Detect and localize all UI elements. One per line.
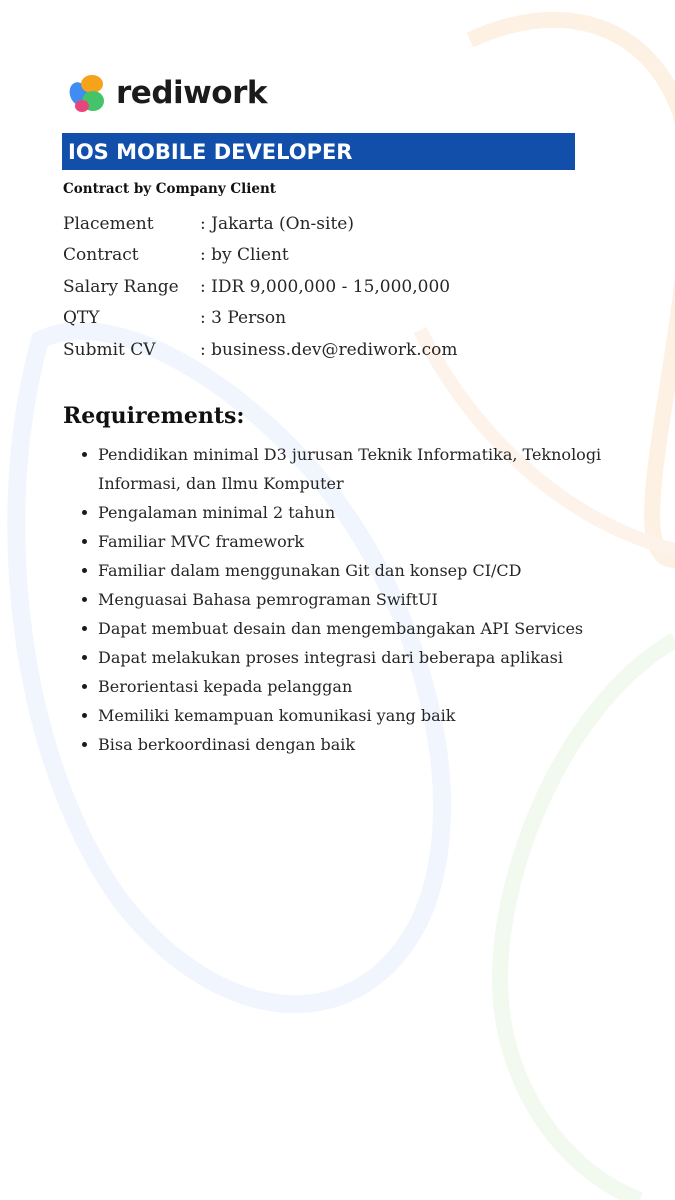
requirement-item: Dapat melakukan proses integrasi dari beberapa aplikasi [98,643,638,672]
detail-row-salary-range [63,271,458,303]
job-subtitle: Contract by Company Client [63,181,277,197]
detail-label: QTY [63,308,100,329]
requirement-item: Familiar dalam menggunakan Git dan konsep CI/CD [98,556,638,585]
job-title: IOS MOBILE DEVELOPER [68,139,353,164]
requirements-list [98,440,638,759]
detail-row-placement [63,208,458,240]
detail-row-contract [63,240,458,272]
detail-value: : by Client [200,245,289,266]
requirement-item: Berorientasi kepada pelanggan [98,672,638,701]
requirement-item: Familiar MVC framework [98,527,638,556]
detail-row-submit-cv [63,334,458,366]
detail-row-qty [63,303,458,335]
brand-name: rediwork [116,74,267,111]
detail-label: Submit CV [63,339,156,360]
detail-value: : IDR 9,000,000 - 15,000,000 [200,276,451,297]
requirement-item: Dapat membuat desain dan mengembangakan API Services [98,614,638,643]
submit-cv-email: : business.dev@rediwork.com [200,339,458,360]
job-details [63,208,458,366]
job-title-bar [62,133,575,170]
detail-label: Contract [63,245,139,266]
detail-label: Placement [63,213,154,234]
requirement-item: Memiliki kemampuan komunikasi yang baik [98,701,638,730]
detail-value: : 3 Person [200,308,287,329]
detail-value: : Jakarta (On-site) [200,213,354,234]
requirement-item: Menguasai Bahasa pemrograman SwiftUI [98,585,638,614]
detail-label: Salary Range [63,276,179,297]
rediwork-logo-icon [68,72,108,114]
brand-logo [68,72,267,114]
requirement-item: Bisa berkoordinasi dengan baik [98,730,638,759]
requirement-item: Pengalaman minimal 2 tahun [98,498,638,527]
requirement-item: Pendidikan minimal D3 jurusan Teknik Informatika, Teknologi Informasi, dan Ilmu Komputer [98,440,638,498]
requirements-heading: Requirements: [63,403,245,429]
